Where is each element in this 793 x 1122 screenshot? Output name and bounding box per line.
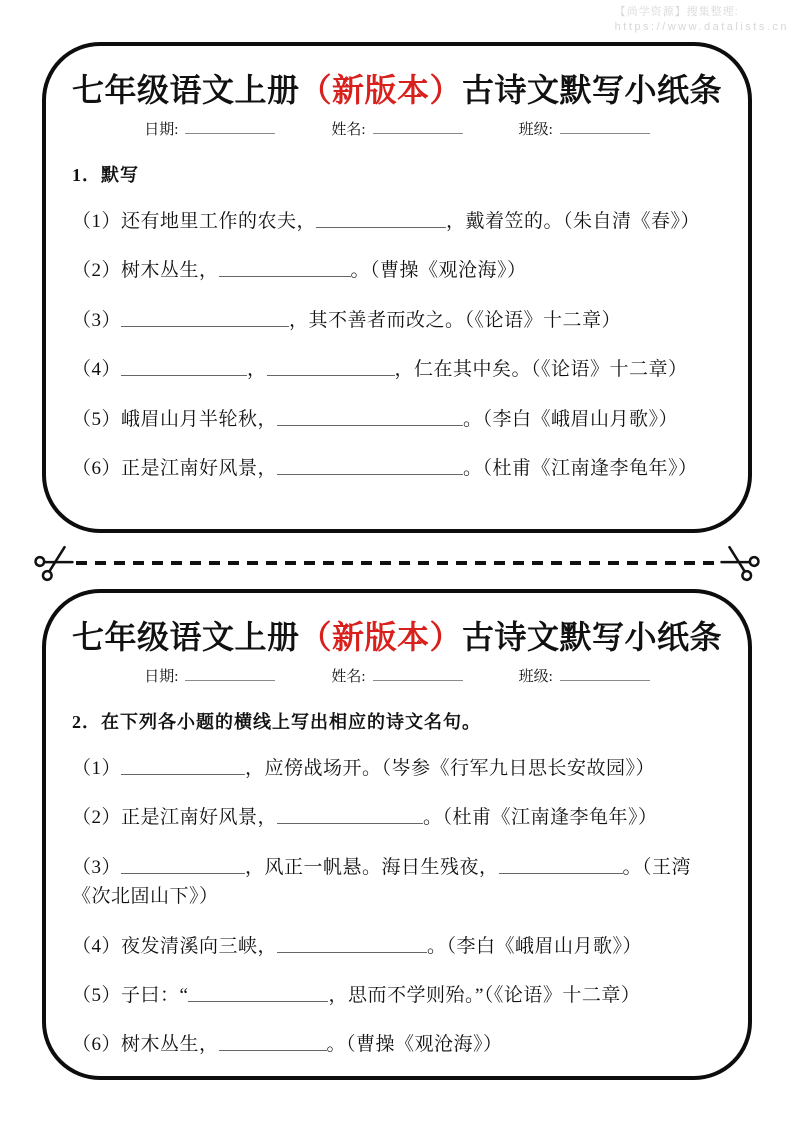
answer-blank[interactable] — [219, 1035, 327, 1051]
question-text: ，思而不学则殆。”（《论语》十二章） — [328, 984, 641, 1006]
question-text: （1）还有地里工作的农夫， — [72, 210, 317, 232]
card-title — [72, 72, 722, 109]
watermark — [615, 5, 789, 35]
date-field — [144, 665, 275, 686]
answer-blank[interactable] — [277, 410, 463, 426]
question-text: 。（李白《峨眉山月歌》） — [463, 408, 679, 430]
question-item — [72, 981, 722, 1010]
watermark-source-text: 【尚学资源】搜集整理: — [614, 6, 739, 18]
answer-blank[interactable] — [121, 360, 247, 376]
question-text: （6）树木丛生， — [72, 1034, 219, 1056]
question-text: （2）正是江南好风景， — [72, 807, 278, 829]
question-text: （4）夜发清溪向三峡， — [72, 935, 278, 957]
question-text: ， — [247, 359, 267, 381]
answer-blank[interactable] — [267, 360, 395, 376]
question-item — [72, 405, 722, 434]
section-heading-2: 2．在下列各小题的横线上写出相应的诗文名句。 — [72, 711, 481, 732]
title-part-left: 七年级语文上册 — [72, 72, 300, 108]
question-item — [72, 1030, 722, 1059]
answer-blank[interactable] — [277, 937, 427, 953]
date-input-line[interactable] — [185, 120, 275, 134]
cut-line — [36, 544, 758, 582]
name-label: 姓名: — [331, 668, 366, 685]
question-item — [72, 306, 722, 335]
question-text: 。（李白《峨眉山月歌》） — [427, 935, 643, 957]
title-part-right: 古诗文默写小纸条 — [462, 72, 723, 108]
slip-card-1 — [42, 42, 752, 533]
question-text: ，戴着笠的。（朱自清《春》） — [446, 210, 701, 232]
question-item — [72, 803, 722, 832]
answer-blank[interactable] — [121, 311, 289, 327]
slip-card-2 — [42, 589, 752, 1080]
question-item — [72, 355, 722, 384]
question-text: 。（王湾《次北固山下》） — [72, 856, 692, 908]
question-text: （6）正是江南好风景， — [72, 457, 278, 479]
answer-blank[interactable] — [316, 212, 446, 228]
question-item — [72, 454, 722, 483]
title-edition-badge: （新版本） — [299, 619, 463, 655]
answer-blank[interactable] — [277, 459, 463, 475]
watermark-url: https://www.datalists.cn — [614, 21, 789, 33]
class-input-line[interactable] — [560, 120, 650, 134]
answer-blank[interactable] — [121, 858, 245, 874]
date-input-line[interactable] — [185, 667, 275, 681]
question-text: （5）子曰：“ — [72, 984, 189, 1006]
card-title — [72, 619, 722, 656]
title-part-right: 古诗文默写小纸条 — [462, 619, 723, 655]
date-label: 日期: — [144, 121, 179, 138]
question-item — [72, 932, 722, 961]
answer-blank[interactable] — [121, 759, 245, 775]
class-label: 班级: — [518, 121, 553, 138]
question-text: 。（曹操《观沧海》） — [326, 1034, 503, 1056]
header-fields — [72, 118, 722, 139]
answer-blank[interactable] — [188, 986, 328, 1002]
question-item — [72, 754, 722, 783]
title-edition-badge: （新版本） — [299, 72, 463, 108]
class-field — [519, 665, 650, 686]
question-text: （3） — [72, 856, 122, 878]
title-part-left: 七年级语文上册 — [72, 619, 300, 655]
question-item — [72, 853, 722, 912]
question-text: 。（曹操《观沧海》） — [350, 260, 527, 282]
date-field — [144, 118, 275, 139]
question-text: ，其不善者而改之。（《论语》十二章） — [289, 309, 622, 331]
question-item — [72, 207, 722, 236]
class-input-line[interactable] — [560, 667, 650, 681]
question-list-1 — [72, 207, 722, 484]
scissors-icon — [36, 544, 74, 582]
question-text: （2）树木丛生， — [72, 260, 219, 282]
date-label: 日期: — [144, 668, 179, 685]
question-text: 。（杜甫《江南逢李龟年》） — [423, 807, 658, 829]
answer-blank[interactable] — [499, 858, 623, 874]
answer-blank[interactable] — [219, 261, 351, 277]
question-text: ，应傍战场开。（岑参《行军九日思长安故园》） — [245, 757, 656, 779]
answer-blank[interactable] — [277, 808, 423, 824]
name-input-line[interactable] — [373, 667, 463, 681]
class-label: 班级: — [518, 668, 553, 685]
question-text: 。（杜甫《江南逢李龟年》） — [463, 457, 698, 479]
question-text: （3） — [72, 309, 122, 331]
section-heading-1: 1．默写 — [72, 164, 139, 185]
scissors-icon — [720, 544, 758, 582]
question-text: （1） — [72, 757, 122, 779]
question-text: ，仁在其中矣。（《论语》十二章） — [394, 359, 688, 381]
question-item — [72, 256, 722, 285]
question-text: （5）峨眉山月半轮秋， — [72, 408, 278, 430]
name-field — [331, 118, 462, 139]
question-text: ，风正一帆悬。海日生残夜， — [245, 856, 499, 878]
class-field — [519, 118, 650, 139]
question-list-2 — [72, 754, 722, 1060]
question-text: （4） — [72, 359, 122, 381]
name-label: 姓名: — [331, 121, 366, 138]
name-field — [331, 665, 462, 686]
header-fields — [72, 665, 722, 686]
dashed-cut-line — [76, 561, 718, 565]
name-input-line[interactable] — [373, 120, 463, 134]
